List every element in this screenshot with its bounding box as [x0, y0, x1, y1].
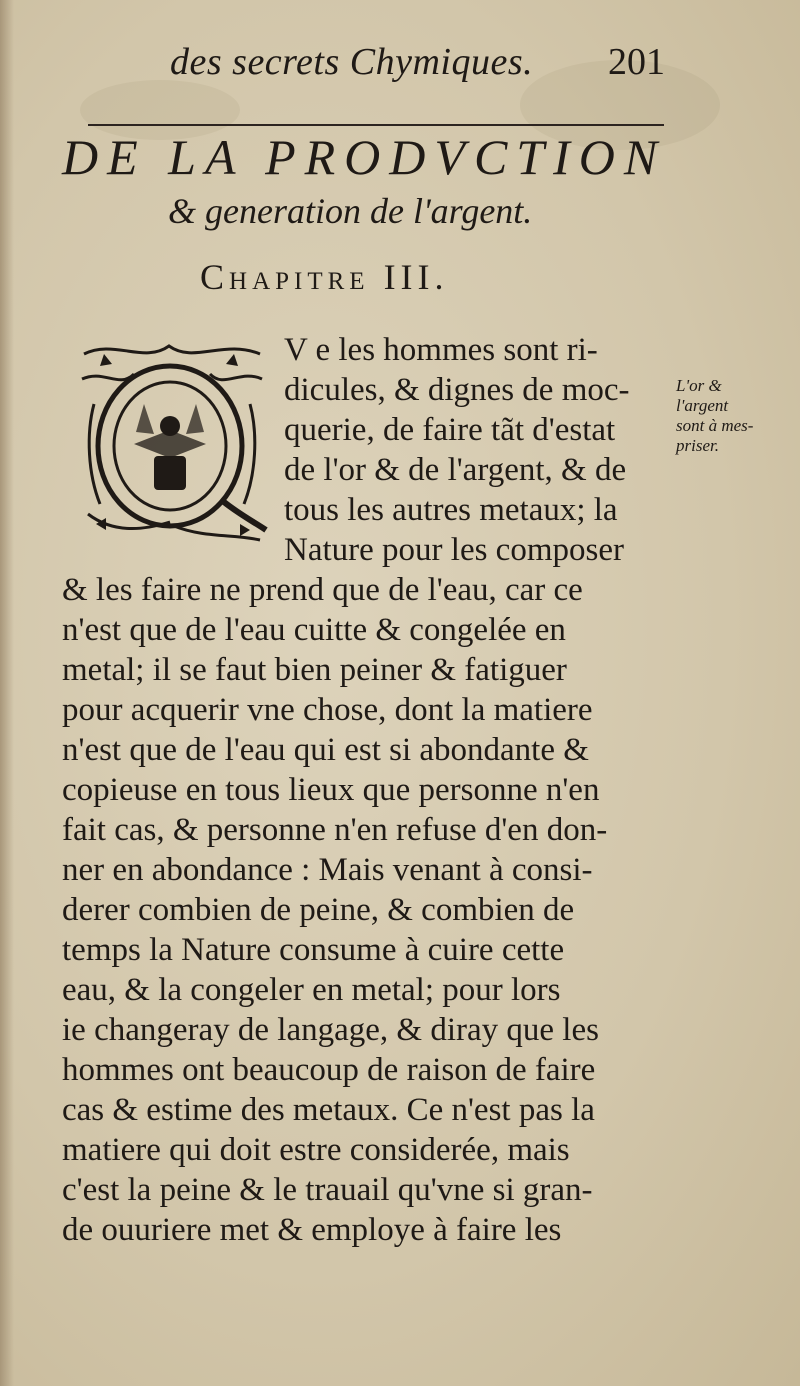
- text-line: temps la Nature consume à cuire cette: [62, 932, 565, 968]
- text-line: matiere qui doit estre considerée, mais: [62, 1132, 570, 1168]
- text-line: de ouuriere met & employe à faire les: [62, 1212, 562, 1248]
- text-line: fait cas, & personne n'en refuse d'en don-: [62, 812, 608, 848]
- text-line: ner en abondance : Mais venant à consi-: [62, 852, 593, 888]
- text-line: V e les hommes sont ri-: [284, 332, 598, 368]
- text-line: dicules, & dignes de moc-: [284, 372, 630, 408]
- text-line: ie changeray de langage, & diray que les: [62, 1012, 599, 1048]
- text-line: de l'or & de l'argent, & de: [284, 452, 627, 488]
- page-edge-shadow: [0, 0, 14, 1386]
- text-line: derer combien de peine, & combien de: [62, 892, 575, 928]
- text-line: eau, & la congeler en metal; pour lors: [62, 972, 561, 1008]
- text-line: pour acquerir vne chose, dont la matiere: [62, 692, 593, 728]
- text-line: c'est la peine & le trauail qu'vne si gran-: [62, 1172, 593, 1208]
- running-title: des secrets Chymiques.: [170, 41, 534, 83]
- text-line: querie, de faire tãt d'estat: [284, 412, 616, 448]
- header-rule: [88, 124, 664, 126]
- marginal-note: [676, 376, 796, 456]
- text-line: cas & estime des metaux. Ce n'est pas la: [62, 1092, 595, 1128]
- text-line: n'est que de l'eau qui est si abondante &: [62, 732, 589, 768]
- marginal-note-line: L'or &: [676, 376, 722, 395]
- page-number: 201: [608, 41, 665, 83]
- text-line: hommes ont beaucoup de raison de faire: [62, 1052, 596, 1088]
- chapter-number: Chapitre III.: [200, 257, 449, 297]
- text-line: tous les autres metaux; la: [284, 492, 618, 528]
- page-header: [170, 40, 690, 90]
- chapter-title: DE LA PRODVCTION: [62, 129, 667, 185]
- text-line: metal; il se faut bien peiner & fatiguer: [62, 652, 567, 688]
- chapter-subtitle: & generation de l'argent.: [168, 191, 533, 231]
- ornamental-initial-q-icon: [74, 334, 270, 544]
- marginal-note-line: l'argent: [676, 396, 729, 415]
- text-line: n'est que de l'eau cuitte & congelée en: [62, 612, 566, 648]
- text-line: copieuse en tous lieux que personne n'en: [62, 772, 600, 808]
- text-line: & les faire ne prend que de l'eau, car ce: [62, 572, 583, 608]
- marginal-note-line: sont à mes-: [676, 416, 754, 435]
- marginal-note-line: priser.: [676, 436, 719, 455]
- text-line: Nature pour les composer: [284, 532, 624, 568]
